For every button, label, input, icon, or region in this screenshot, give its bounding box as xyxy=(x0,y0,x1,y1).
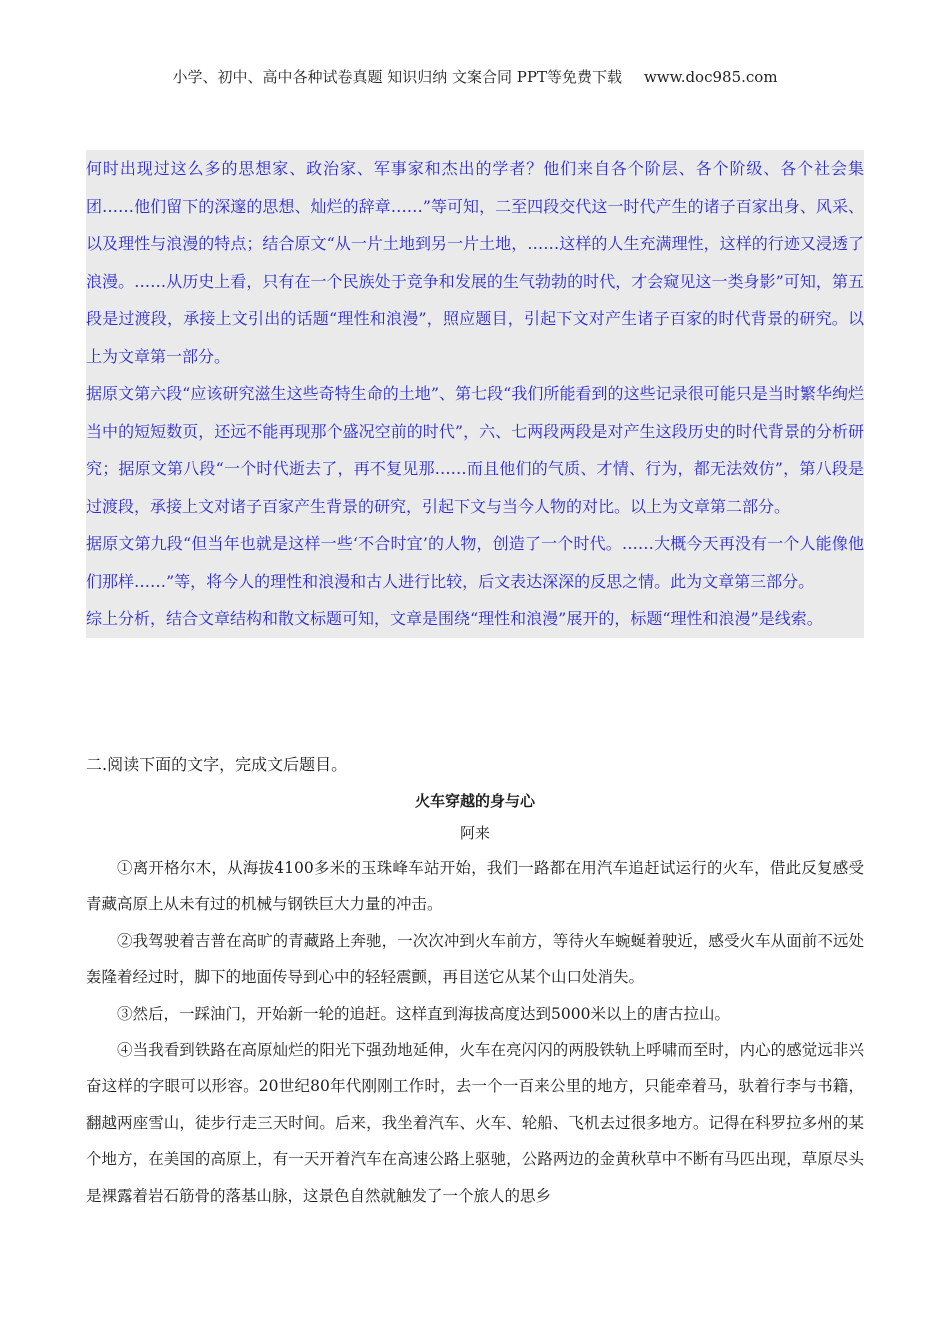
article-paragraph: ①离开格尔木，从海拔4100多米的玉珠峰车站开始，我们一路都在用汽车追赶试运行的火车，借此反复感受青藏高原上从未有过的机械与钢铁巨大力量的冲击。 xyxy=(86,859,864,914)
answer-paragraph: 据原文第九段“但当年也就是这样一些‘不合时宜’的人物，创造了一个时代。……大概今天再没有一个人能像他们那样……”等，将今人的理性和浪漫和古人进行比较，后文表达深深的反思之情。此为文章第三部分。 xyxy=(86,534,864,591)
article-title: 火车穿越的身与心 xyxy=(414,792,535,810)
page-header xyxy=(0,66,950,87)
article-paragraph: ②我驾驶着吉普在高旷的青藏路上奔驰，一次次冲到火车前方，等待火车蜿蜒着驶近，感受火车从面前不远处轰隆着经过时，脚下的地面传导到心中的轻轻震颤，再目送它从某个山口处消失。 xyxy=(86,931,864,987)
header-text: 小学、初中、高中各种试卷真题 知识归纳 文案合同 PPT等免费下载 xyxy=(172,68,622,86)
article-author: 阿来 xyxy=(459,824,490,842)
answer-analysis-box xyxy=(86,150,864,638)
answer-paragraph: 何时出现过这么多的思想家、政治家、军事家和杰出的学者？他们来自各个阶层、各个阶级、各个社会集团……他们留下的深邃的思想、灿烂的辞章……”等可知，二至四段交代这一时代产生的诸子百家出身、风采、以及理性与浪漫的特点；结合原文“从一片土地到另一片土地，……这样的人生充满理性，这样的行迹又浸透了浪漫。……从历史上看，只有在一个民族处于竞争和发展的生气勃勃的时代，才会窥见这一类身影”可知，第五段是过渡段，承接上文引出的话题“理性和浪漫”，照应题目，引起下文对产生诸子百家的时代背景的研究。以上为文章第一部分。 xyxy=(86,159,864,366)
article-body xyxy=(86,850,864,1214)
article-paragraph: ④当我看到铁路在高原灿烂的阳光下强劲地延伸，火车在亮闪闪的两股铁轨上呼啸而至时，内心的感觉远非兴奋这样的字眼可以形容。20世纪80年代刚刚工作时，去一个一百来公里的地方，只能牵着马，驮着行李与书籍，翻越两座雪山，徒步行走三天时间。后来，我坐着汽车、火车、轮船、飞机去过很多地方。记得在科罗拉多州的某个地方，在美国的高原上，有一天开着汽车在高速公路上驱驰，公路两边的金黄秋草中不断有马匹出现，草原尽头是裸露着岩石筋骨的落基山脉，这景色自然就触发了一个旅人的思乡 xyxy=(86,1041,864,1205)
article-paragraph: ③然后，一踩油门，开始新一轮的追赶。这样直到海拔高度达到5000米以上的唐古拉山。 xyxy=(117,1004,730,1023)
answer-paragraph: 据原文第六段“应该研究滋生这些奇特生命的土地”、第七段“我们所能看到的这些记录很可能只是当时繁华绚烂当中的短短数页，还远不能再现那个盛况空前的时代”，六、七两段两段是对产生这段历史的时代背景的分析研究；据原文第八段“一个时代逝去了，再不复见那……而且他们的气质、才情、行为，都无法效仿”，第八段是过渡段，承接上文对诸子百家产生背景的研究，引起下文与当今人物的对比。以上为文章第二部分。 xyxy=(86,384,864,516)
answer-paragraph: 综上分析，结合文章结构和散文标题可知，文章是围绕“理性和浪漫”展开的，标题“理性和浪漫”是线索。 xyxy=(86,609,823,628)
header-site-link[interactable]: www.doc985.com xyxy=(643,68,778,86)
section-heading: 二.阅读下面的文字，完成文后题目。 xyxy=(86,755,348,774)
